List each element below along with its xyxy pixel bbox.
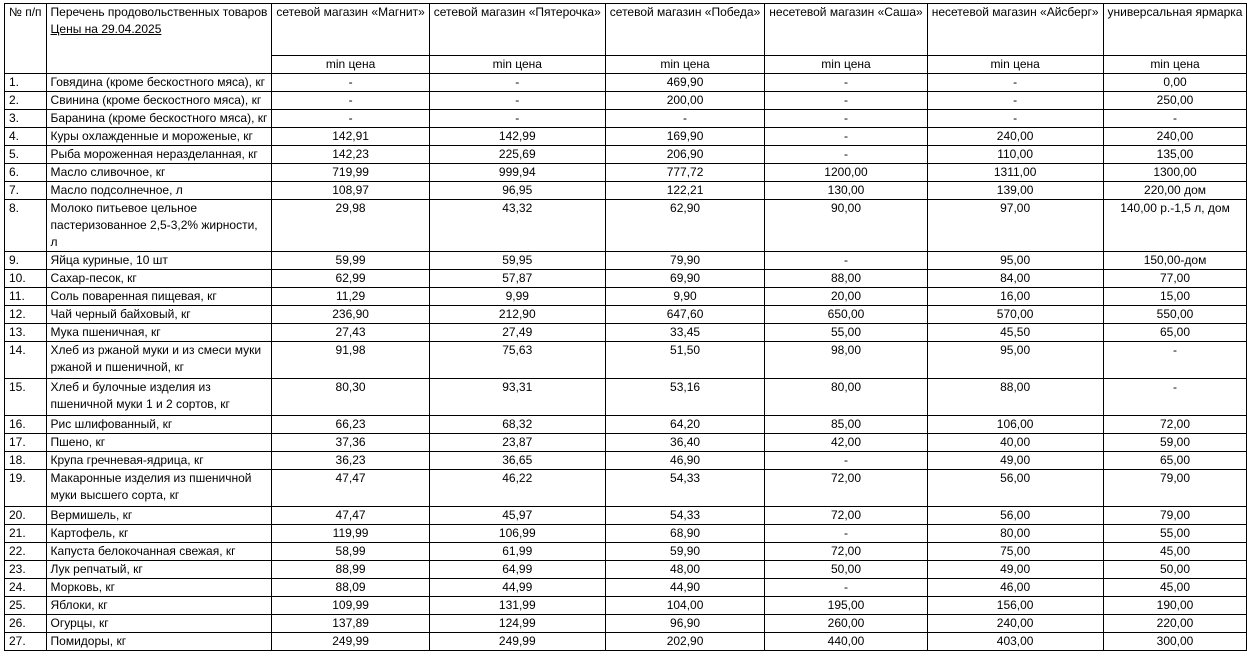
table-row — [5, 182, 1247, 200]
product-name: Соль поваренная пищевая, кг — [46, 288, 272, 306]
table-row — [5, 146, 1247, 164]
product-name: Куры охлажденные и мороженые, кг — [46, 128, 272, 146]
price-cell: - — [765, 525, 927, 543]
product-name: Морковь, кг — [46, 579, 272, 597]
price-cell: 135,00 — [1103, 146, 1247, 164]
price-cell: 249,99 — [272, 633, 429, 651]
price-cell: 647,60 — [605, 306, 764, 324]
row-number: 22. — [5, 543, 47, 561]
price-cell: 37,36 — [272, 434, 429, 452]
price-cell: 240,00 — [927, 615, 1103, 633]
row-number: 24. — [5, 579, 47, 597]
price-cell: 27,43 — [272, 324, 429, 342]
table-row — [5, 252, 1247, 270]
price-cell: 236,90 — [272, 306, 429, 324]
price-cell: - — [429, 74, 605, 92]
table-row — [5, 306, 1247, 324]
store-header-aisberg: несетевой магазин «Айсберг» — [927, 4, 1103, 56]
table-row — [5, 74, 1247, 92]
price-cell: 77,00 — [1103, 270, 1247, 288]
price-cell: - — [272, 92, 429, 110]
price-cell: 33,45 — [605, 324, 764, 342]
price-cell: 80,00 — [765, 379, 927, 416]
price-cell: - — [927, 92, 1103, 110]
price-cell: 142,23 — [272, 146, 429, 164]
row-number: 17. — [5, 434, 47, 452]
price-cell: 36,65 — [429, 452, 605, 470]
price-cell: 220,00 дом — [1103, 182, 1247, 200]
price-cell: 202,90 — [605, 633, 764, 651]
row-number: 11. — [5, 288, 47, 306]
price-cell: 50,00 — [765, 561, 927, 579]
table-row — [5, 324, 1247, 342]
price-cell: 72,00 — [1103, 416, 1247, 434]
price-cell: - — [765, 92, 927, 110]
table-row — [5, 434, 1247, 452]
price-cell: - — [1103, 110, 1247, 128]
price-cell: 58,99 — [272, 543, 429, 561]
price-cell: 43,32 — [429, 200, 605, 252]
table-row — [5, 416, 1247, 434]
price-cell: 97,00 — [927, 200, 1103, 252]
row-number: 15. — [5, 379, 47, 416]
price-cell: 57,87 — [429, 270, 605, 288]
price-cell: 64,20 — [605, 416, 764, 434]
product-name: Масло сливочное, кг — [46, 164, 272, 182]
row-number: 13. — [5, 324, 47, 342]
price-cell: - — [927, 110, 1103, 128]
price-cell: 80,30 — [272, 379, 429, 416]
product-name: Баранина (кроме бескостного мяса), кг — [46, 110, 272, 128]
row-number: 18. — [5, 452, 47, 470]
price-cell: 96,95 — [429, 182, 605, 200]
product-name: Макаронные изделия из пшеничной муки высшего сорта, кг — [46, 470, 272, 507]
row-number: 23. — [5, 561, 47, 579]
title-header — [46, 4, 272, 74]
price-cell: 61,99 — [429, 543, 605, 561]
price-cell: - — [1103, 379, 1247, 416]
row-number: 14. — [5, 342, 47, 379]
price-cell: 72,00 — [765, 543, 927, 561]
row-number: 1. — [5, 74, 47, 92]
min-price-label: min цена — [605, 56, 764, 74]
price-cell: 96,90 — [605, 615, 764, 633]
table-row — [5, 92, 1247, 110]
row-number: 19. — [5, 470, 47, 507]
row-number: 5. — [5, 146, 47, 164]
price-cell: 95,00 — [927, 252, 1103, 270]
product-name: Рыба мороженная неразделанная, кг — [46, 146, 272, 164]
product-name: Крупа гречневая-ядрица, кг — [46, 452, 272, 470]
price-cell: - — [765, 128, 927, 146]
price-cell: 106,99 — [429, 525, 605, 543]
price-cell: 403,00 — [927, 633, 1103, 651]
header-row — [5, 4, 1247, 56]
price-cell: - — [765, 74, 927, 92]
row-number: 21. — [5, 525, 47, 543]
price-cell: 42,00 — [765, 434, 927, 452]
price-cell: 27,49 — [429, 324, 605, 342]
price-cell: 95,00 — [927, 342, 1103, 379]
product-name: Хлеб и булочные изделия из пшеничной муки 1 и 2 сортов, кг — [46, 379, 272, 416]
price-cell: 90,00 — [765, 200, 927, 252]
price-cell: 999,94 — [429, 164, 605, 182]
product-name: Чай черный байховый, кг — [46, 306, 272, 324]
product-name: Рис шлифованный, кг — [46, 416, 272, 434]
product-name: Яблоки, кг — [46, 597, 272, 615]
price-cell: 130,00 — [765, 182, 927, 200]
price-cell: 9,90 — [605, 288, 764, 306]
row-number: 16. — [5, 416, 47, 434]
price-cell: 212,90 — [429, 306, 605, 324]
price-cell: 200,00 — [605, 92, 764, 110]
store-header-pyaterochka: сетевой магазин «Пятерочка» — [429, 4, 605, 56]
table-row — [5, 597, 1247, 615]
table-row — [5, 200, 1247, 252]
store-header-magnit: сетевой магазин «Магнит» — [272, 4, 429, 56]
price-cell: 240,00 — [927, 128, 1103, 146]
price-cell: 55,00 — [1103, 525, 1247, 543]
price-cell: 650,00 — [765, 306, 927, 324]
product-name: Сахар-песок, кг — [46, 270, 272, 288]
price-cell: 119,99 — [272, 525, 429, 543]
price-cell: 72,00 — [765, 470, 927, 507]
product-name: Лук репчатый, кг — [46, 561, 272, 579]
price-cell: 48,00 — [605, 561, 764, 579]
price-cell: - — [765, 146, 927, 164]
price-cell: 88,99 — [272, 561, 429, 579]
product-name: Капуста белокочанная свежая, кг — [46, 543, 272, 561]
num-header: № п/п — [5, 4, 47, 74]
price-cell: 195,00 — [765, 597, 927, 615]
price-cell: 68,32 — [429, 416, 605, 434]
table-row — [5, 561, 1247, 579]
price-cell: 440,00 — [765, 633, 927, 651]
price-cell: 23,87 — [429, 434, 605, 452]
price-cell: 49,00 — [927, 452, 1103, 470]
price-cell: 20,00 — [765, 288, 927, 306]
price-cell: 59,90 — [605, 543, 764, 561]
min-price-label: min цена — [429, 56, 605, 74]
price-cell: - — [765, 452, 927, 470]
price-cell: 59,95 — [429, 252, 605, 270]
price-cell: 49,00 — [927, 561, 1103, 579]
price-cell: 47,47 — [272, 470, 429, 507]
product-name: Вермишель, кг — [46, 507, 272, 525]
row-number: 10. — [5, 270, 47, 288]
price-cell: 16,00 — [927, 288, 1103, 306]
price-cell: - — [927, 74, 1103, 92]
table-row — [5, 110, 1247, 128]
price-cell: 140,00 р.-1,5 л, дом — [1103, 200, 1247, 252]
price-cell: 62,90 — [605, 200, 764, 252]
price-cell: 1300,00 — [1103, 164, 1247, 182]
price-cell: 139,00 — [927, 182, 1103, 200]
price-cell: 240,00 — [1103, 128, 1247, 146]
price-cell: 56,00 — [927, 507, 1103, 525]
price-cell: 79,00 — [1103, 470, 1247, 507]
row-number: 4. — [5, 128, 47, 146]
price-cell: 66,23 — [272, 416, 429, 434]
row-number: 12. — [5, 306, 47, 324]
price-cell: 79,90 — [605, 252, 764, 270]
price-cell: 260,00 — [765, 615, 927, 633]
table-title: Перечень продовольственных товаров — [50, 5, 268, 19]
price-cell: 75,63 — [429, 342, 605, 379]
price-cell: 59,00 — [1103, 434, 1247, 452]
price-cell: 131,99 — [429, 597, 605, 615]
price-cell: - — [429, 92, 605, 110]
table-row — [5, 128, 1247, 146]
min-price-label: min цена — [765, 56, 927, 74]
price-cell: 59,99 — [272, 252, 429, 270]
price-cell: - — [605, 110, 764, 128]
price-cell: 44,99 — [429, 579, 605, 597]
price-table — [4, 3, 1247, 651]
price-cell: 777,72 — [605, 164, 764, 182]
store-header-pobeda: сетевой магазин «Победа» — [605, 4, 764, 56]
price-cell: 91,98 — [272, 342, 429, 379]
row-number: 2. — [5, 92, 47, 110]
product-name: Молоко питьевое цельное пастеризованное 2,5-3,2% жирности, л — [46, 200, 272, 252]
table-row — [5, 379, 1247, 416]
price-cell: 45,00 — [1103, 543, 1247, 561]
price-cell: 108,97 — [272, 182, 429, 200]
row-number: 8. — [5, 200, 47, 252]
product-name: Масло подсолнечное, л — [46, 182, 272, 200]
price-cell: 110,00 — [927, 146, 1103, 164]
min-price-label: min цена — [1103, 56, 1247, 74]
product-name: Хлеб из ржаной муки и из смеси муки ржаной и пшеничной, кг — [46, 342, 272, 379]
row-number: 26. — [5, 615, 47, 633]
product-name: Мука пшеничная, кг — [46, 324, 272, 342]
price-cell: 36,40 — [605, 434, 764, 452]
price-cell: - — [765, 579, 927, 597]
price-cell: 124,99 — [429, 615, 605, 633]
price-cell: - — [272, 74, 429, 92]
price-cell: 249,99 — [429, 633, 605, 651]
row-number: 9. — [5, 252, 47, 270]
price-cell: 45,00 — [1103, 579, 1247, 597]
price-cell: 29,98 — [272, 200, 429, 252]
price-cell: 156,00 — [927, 597, 1103, 615]
price-cell: 79,00 — [1103, 507, 1247, 525]
product-name: Яйца куриные, 10 шт — [46, 252, 272, 270]
price-cell: 88,00 — [765, 270, 927, 288]
price-cell: - — [272, 110, 429, 128]
price-cell: 150,00-дом — [1103, 252, 1247, 270]
table-row — [5, 342, 1247, 379]
row-number: 7. — [5, 182, 47, 200]
store-header-sasha: несетевой магазин «Саша» — [765, 4, 927, 56]
price-cell: 719,99 — [272, 164, 429, 182]
price-cell: 0,00 — [1103, 74, 1247, 92]
price-cell: 64,99 — [429, 561, 605, 579]
price-cell: 15,00 — [1103, 288, 1247, 306]
min-price-label: min цена — [272, 56, 429, 74]
price-cell: 65,00 — [1103, 452, 1247, 470]
price-cell: 53,16 — [605, 379, 764, 416]
price-cell: 47,47 — [272, 507, 429, 525]
price-cell: 54,33 — [605, 507, 764, 525]
price-cell: 46,90 — [605, 452, 764, 470]
price-cell: 68,90 — [605, 525, 764, 543]
price-cell: 1200,00 — [765, 164, 927, 182]
product-name: Свинина (кроме бескостного мяса), кг — [46, 92, 272, 110]
price-cell: 142,99 — [429, 128, 605, 146]
price-cell: 98,00 — [765, 342, 927, 379]
price-cell: 220,00 — [1103, 615, 1247, 633]
price-cell: 109,99 — [272, 597, 429, 615]
price-cell: 46,22 — [429, 470, 605, 507]
price-cell: 225,69 — [429, 146, 605, 164]
table-row — [5, 270, 1247, 288]
price-cell: 36,23 — [272, 452, 429, 470]
product-name: Картофель, кг — [46, 525, 272, 543]
price-cell: 190,00 — [1103, 597, 1247, 615]
table-row — [5, 507, 1247, 525]
price-cell: 250,00 — [1103, 92, 1247, 110]
price-cell: 75,00 — [927, 543, 1103, 561]
row-number: 25. — [5, 597, 47, 615]
price-cell: 206,90 — [605, 146, 764, 164]
price-cell: 11,29 — [272, 288, 429, 306]
price-cell: 104,00 — [605, 597, 764, 615]
store-header-fair: универсальная ярмарка — [1103, 4, 1247, 56]
price-cell: 50,00 — [1103, 561, 1247, 579]
table-row — [5, 615, 1247, 633]
price-cell: 55,00 — [765, 324, 927, 342]
price-cell: 51,50 — [605, 342, 764, 379]
price-cell: 54,33 — [605, 470, 764, 507]
price-cell: 45,97 — [429, 507, 605, 525]
price-cell: 56,00 — [927, 470, 1103, 507]
price-cell: 45,50 — [927, 324, 1103, 342]
table-row — [5, 288, 1247, 306]
price-cell: 84,00 — [927, 270, 1103, 288]
table-row — [5, 633, 1247, 651]
price-cell: 469,90 — [605, 74, 764, 92]
table-row — [5, 470, 1247, 507]
price-cell: 550,00 — [1103, 306, 1247, 324]
price-cell: 85,00 — [765, 416, 927, 434]
price-cell: 1311,00 — [927, 164, 1103, 182]
row-number: 3. — [5, 110, 47, 128]
price-cell: 44,90 — [605, 579, 764, 597]
price-cell: 88,00 — [927, 379, 1103, 416]
price-cell: 46,00 — [927, 579, 1103, 597]
price-cell: 69,90 — [605, 270, 764, 288]
table-row — [5, 164, 1247, 182]
price-cell: - — [765, 252, 927, 270]
min-price-label: min цена — [927, 56, 1103, 74]
table-row — [5, 543, 1247, 561]
price-cell: 169,90 — [605, 128, 764, 146]
price-cell: 65,00 — [1103, 324, 1247, 342]
price-cell: - — [429, 110, 605, 128]
price-cell: 300,00 — [1103, 633, 1247, 651]
product-name: Говядина (кроме бескостного мяса), кг — [46, 74, 272, 92]
price-cell: 9,99 — [429, 288, 605, 306]
row-number: 27. — [5, 633, 47, 651]
row-number: 6. — [5, 164, 47, 182]
price-cell: 40,00 — [927, 434, 1103, 452]
table-row — [5, 579, 1247, 597]
product-name: Огурцы, кг — [46, 615, 272, 633]
product-name: Помидоры, кг — [46, 633, 272, 651]
price-cell: 137,89 — [272, 615, 429, 633]
price-cell: - — [765, 110, 927, 128]
price-date: Цены на 29.04.2025 — [50, 22, 162, 36]
price-cell: 106,00 — [927, 416, 1103, 434]
price-cell: 93,31 — [429, 379, 605, 416]
price-cell: 62,99 — [272, 270, 429, 288]
price-cell: 142,91 — [272, 128, 429, 146]
table-row — [5, 452, 1247, 470]
price-cell: 88,09 — [272, 579, 429, 597]
price-cell: 122,21 — [605, 182, 764, 200]
price-cell: 72,00 — [765, 507, 927, 525]
row-number: 20. — [5, 507, 47, 525]
price-cell: 80,00 — [927, 525, 1103, 543]
price-cell: - — [1103, 342, 1247, 379]
product-name: Пшено, кг — [46, 434, 272, 452]
table-row — [5, 525, 1247, 543]
price-cell: 570,00 — [927, 306, 1103, 324]
